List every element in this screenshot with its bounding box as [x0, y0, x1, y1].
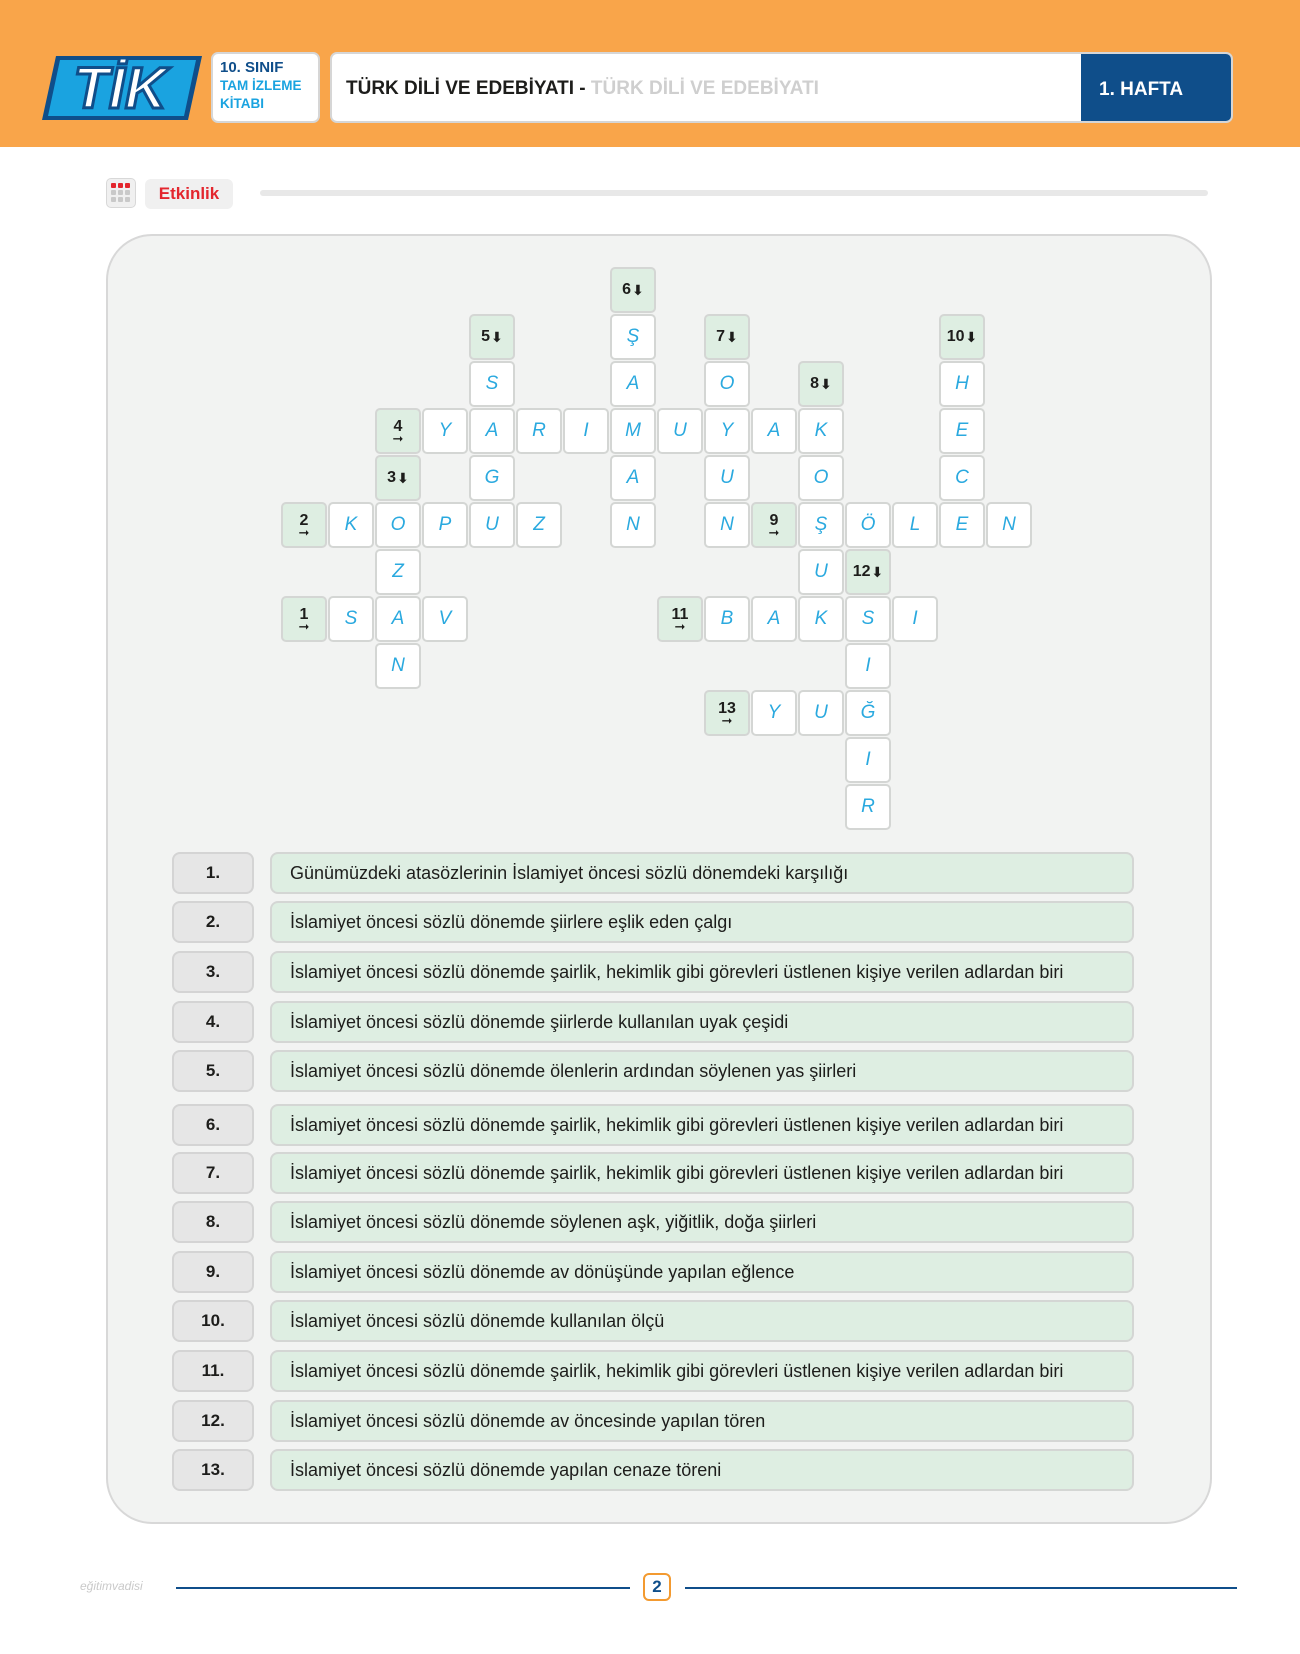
- subject-box: [330, 52, 1233, 123]
- clue-row: [172, 1449, 1134, 1491]
- crossword-cell[interactable]: P: [422, 502, 468, 548]
- clue-number: 2.: [172, 901, 254, 943]
- arrow-down-icon: ⬇: [820, 375, 832, 392]
- crossword-cell[interactable]: I: [845, 737, 891, 783]
- crossword-cell[interactable]: Ş: [798, 502, 844, 548]
- arrow-right-icon: ➞: [674, 618, 686, 634]
- clue-row: [172, 1050, 1134, 1092]
- clue-number-9-across: [751, 502, 797, 548]
- clue-text: Günümüzdeki atasözlerinin İslamiyet öncesi sözlü dönemdeki karşılığı: [270, 852, 1134, 894]
- clue-number-2-across: [281, 502, 327, 548]
- clue-number: 6.: [172, 1104, 254, 1146]
- clue-text: İslamiyet öncesi sözlü dönemde şiirlerde kullanılan uyak çeşidi: [270, 1001, 1134, 1043]
- crossword-cell[interactable]: A: [375, 596, 421, 642]
- clue-number-7-down: [704, 314, 750, 360]
- arrow-down-icon: ⬇: [632, 281, 644, 298]
- arrow-right-icon: ➞: [298, 618, 310, 634]
- footer-brand: eğitimvadisi: [80, 1579, 143, 1593]
- crossword-cell[interactable]: R: [516, 408, 562, 454]
- grade-line-1: 10. SINIF: [220, 59, 284, 76]
- clue-number-label: 1: [299, 605, 309, 623]
- crossword-cell[interactable]: U: [798, 549, 844, 595]
- clue-row: [172, 951, 1134, 993]
- crossword-cell[interactable]: Ş: [610, 314, 656, 360]
- clue-row: [172, 1350, 1134, 1392]
- clue-number-label: 10: [946, 328, 965, 345]
- clue-number-6-down: [610, 267, 656, 313]
- clue-number-12-down: [845, 549, 891, 595]
- crossword-cell[interactable]: O: [798, 455, 844, 501]
- clue-number: 9.: [172, 1251, 254, 1293]
- crossword-cell[interactable]: U: [657, 408, 703, 454]
- clue-row: [172, 1152, 1134, 1194]
- crossword-cell[interactable]: U: [704, 455, 750, 501]
- crossword-cell[interactable]: Ö: [845, 502, 891, 548]
- footer-line-left: [176, 1587, 630, 1589]
- grade-line-2: TAM İZLEME: [220, 78, 302, 93]
- clue-number-label: 4: [393, 417, 403, 435]
- subject-title: [346, 78, 819, 100]
- crossword-cell[interactable]: K: [798, 596, 844, 642]
- logo-text: TİK: [73, 56, 167, 121]
- crossword-cell[interactable]: Y: [422, 408, 468, 454]
- crossword-cell[interactable]: I: [892, 596, 938, 642]
- clue-row: [172, 1251, 1134, 1293]
- crossword-cell[interactable]: K: [798, 408, 844, 454]
- crossword-cell[interactable]: R: [845, 784, 891, 830]
- crossword-cell[interactable]: L: [892, 502, 938, 548]
- clue-number-10-down: [939, 314, 985, 360]
- clue-row: [172, 1104, 1134, 1146]
- subject-sub: TÜRK DİLİ VE EDEBİYATI: [590, 78, 819, 99]
- clue-number: 1.: [172, 852, 254, 894]
- crossword-cell[interactable]: M: [610, 408, 656, 454]
- crossword-cell[interactable]: B: [704, 596, 750, 642]
- clue-row: [172, 1201, 1134, 1243]
- clue-number-4-across: [375, 408, 421, 454]
- crossword-cell[interactable]: U: [798, 690, 844, 736]
- clue-number-label: 3: [387, 469, 397, 486]
- clue-number: 4.: [172, 1001, 254, 1043]
- clue-number-5-down: [469, 314, 515, 360]
- crossword-cell[interactable]: Z: [375, 549, 421, 595]
- clue-number: 11.: [172, 1350, 254, 1392]
- arrow-right-icon: ➞: [298, 524, 310, 540]
- crossword-cell[interactable]: S: [469, 361, 515, 407]
- clue-number-label: 7: [716, 328, 726, 345]
- crossword-cell[interactable]: A: [751, 408, 797, 454]
- crossword-cell[interactable]: O: [375, 502, 421, 548]
- crossword-cell[interactable]: K: [328, 502, 374, 548]
- arrow-down-icon: ⬇: [871, 563, 884, 580]
- subject-main: TÜRK DİLİ VE EDEBİYATI -: [346, 78, 586, 99]
- crossword-cell[interactable]: V: [422, 596, 468, 642]
- arrow-right-icon: ➞: [392, 430, 404, 446]
- crossword-cell[interactable]: H: [939, 361, 985, 407]
- clue-number-3-down: [375, 455, 421, 501]
- footer-line-right: [685, 1587, 1237, 1589]
- clue-row: [172, 1001, 1134, 1043]
- crossword-cell[interactable]: N: [375, 643, 421, 689]
- crossword-cell[interactable]: N: [986, 502, 1032, 548]
- crossword-cell[interactable]: Y: [704, 408, 750, 454]
- crossword-cell[interactable]: A: [610, 361, 656, 407]
- crossword-cell[interactable]: A: [610, 455, 656, 501]
- clue-text: İslamiyet öncesi sözlü dönemde şiirlere eşlik eden çalgı: [270, 901, 1134, 943]
- clue-number-label: 8: [810, 375, 820, 392]
- crossword-cell[interactable]: A: [751, 596, 797, 642]
- crossword-cell[interactable]: E: [939, 502, 985, 548]
- arrow-down-icon: ⬇: [397, 469, 409, 486]
- page-header: [0, 0, 1300, 147]
- clue-number-1-across: [281, 596, 327, 642]
- crossword-cell[interactable]: N: [610, 502, 656, 548]
- crossword-cell[interactable]: I: [845, 643, 891, 689]
- clue-number: 7.: [172, 1152, 254, 1194]
- section-label: Etkinlik: [145, 179, 233, 209]
- crossword-cell[interactable]: Ğ: [845, 690, 891, 736]
- grade-line-3: KİTABI: [220, 96, 264, 111]
- clue-row: [172, 1300, 1134, 1342]
- clue-text: İslamiyet öncesi sözlü dönemde kullanılan ölçü: [270, 1300, 1134, 1342]
- crossword-cell[interactable]: S: [328, 596, 374, 642]
- arrow-down-icon: ⬇: [491, 328, 503, 345]
- crossword-cell[interactable]: U: [469, 502, 515, 548]
- arrow-down-icon: ⬇: [726, 328, 738, 345]
- arrow-right-icon: ➞: [768, 524, 780, 540]
- clue-number-label: 12: [852, 563, 871, 580]
- clue-number-13-across: [704, 690, 750, 736]
- crossword-cell[interactable]: Y: [751, 690, 797, 736]
- tik-logo: [42, 50, 202, 126]
- clue-number: 10.: [172, 1300, 254, 1342]
- crossword-cell[interactable]: A: [469, 408, 515, 454]
- clue-number: 3.: [172, 951, 254, 993]
- clue-number-label: 5: [481, 328, 491, 345]
- week-tab: 1. HAFTA: [1081, 54, 1231, 123]
- crossword-cell[interactable]: C: [939, 455, 985, 501]
- crossword-cell[interactable]: E: [939, 408, 985, 454]
- clue-text: İslamiyet öncesi sözlü dönemde şairlik, hekimlik gibi görevleri üstlenen kişiye verilen adlardan biri: [270, 951, 1134, 993]
- clue-number-label: 6: [622, 281, 632, 298]
- clue-row: [172, 852, 1134, 894]
- clue-number-label: 11: [671, 605, 689, 623]
- crossword-cell[interactable]: I: [563, 408, 609, 454]
- clue-number-11-across: [657, 596, 703, 642]
- activity-grid-icon: [106, 178, 136, 208]
- arrow-down-icon: ⬇: [965, 328, 978, 345]
- clue-number: 8.: [172, 1201, 254, 1243]
- clue-number-label: 13: [718, 699, 736, 717]
- clue-number: 12.: [172, 1400, 254, 1442]
- clue-text: İslamiyet öncesi sözlü dönemde şairlik, hekimlik gibi görevleri üstlenen kişiye verilen adlardan biri: [270, 1152, 1134, 1194]
- clue-number: 13.: [172, 1449, 254, 1491]
- clue-number: 5.: [172, 1050, 254, 1092]
- crossword-cell[interactable]: O: [704, 361, 750, 407]
- crossword-cell[interactable]: G: [469, 455, 515, 501]
- arrow-right-icon: ➞: [721, 712, 733, 728]
- grade-box: [211, 52, 320, 123]
- crossword-cell[interactable]: Z: [516, 502, 562, 548]
- clue-row: [172, 1400, 1134, 1442]
- clue-number-8-down: [798, 361, 844, 407]
- clue-text: İslamiyet öncesi sözlü dönemde söylenen aşk, yiğitlik, doğa şiirleri: [270, 1201, 1134, 1243]
- section-divider: [260, 190, 1208, 196]
- clue-text: İslamiyet öncesi sözlü dönemde av öncesinde yapılan tören: [270, 1400, 1134, 1442]
- crossword-cell[interactable]: N: [704, 502, 750, 548]
- clue-number-label: 9: [769, 511, 779, 529]
- clue-text: İslamiyet öncesi sözlü dönemde av dönüşünde yapılan eğlence: [270, 1251, 1134, 1293]
- clue-text: İslamiyet öncesi sözlü dönemde ölenlerin ardından söylenen yas şiirleri: [270, 1050, 1134, 1092]
- clue-text: İslamiyet öncesi sözlü dönemde şairlik, hekimlik gibi görevleri üstlenen kişiye verilen adlardan biri: [270, 1104, 1134, 1146]
- crossword-cell[interactable]: S: [845, 596, 891, 642]
- clue-number-label: 2: [299, 511, 309, 529]
- page-number: 2: [643, 1573, 671, 1601]
- clue-row: [172, 901, 1134, 943]
- clue-text: İslamiyet öncesi sözlü dönemde şairlik, hekimlik gibi görevleri üstlenen kişiye verilen adlardan biri: [270, 1350, 1134, 1392]
- clue-text: İslamiyet öncesi sözlü dönemde yapılan cenaze töreni: [270, 1449, 1134, 1491]
